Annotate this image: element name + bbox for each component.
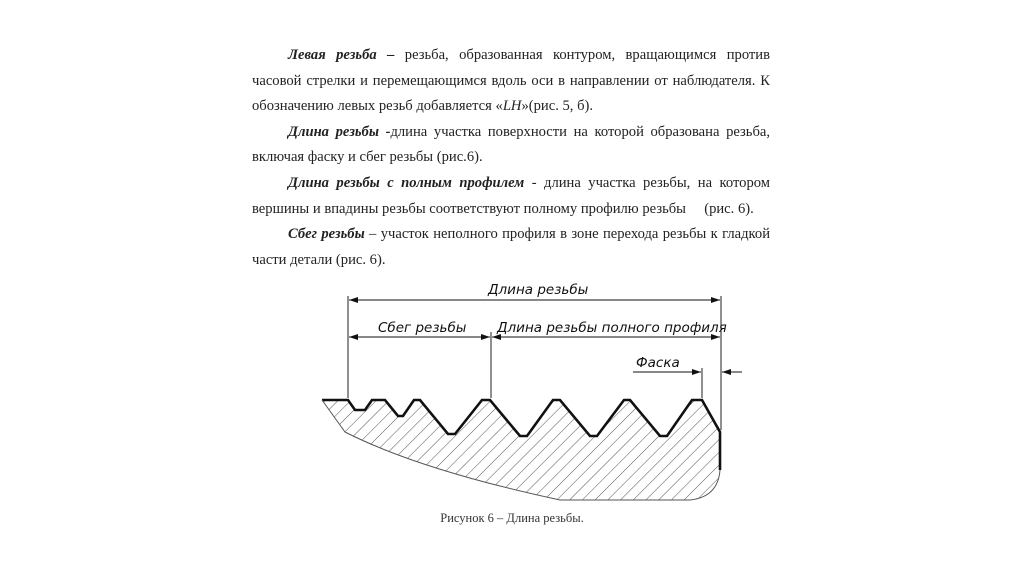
label-full-profile: Длина резьбы полного профиля bbox=[497, 320, 727, 336]
label-runout: Сбег резьбы bbox=[378, 320, 467, 336]
code-lh: LH bbox=[502, 98, 522, 115]
part-section-hatched bbox=[322, 400, 720, 500]
label-thread-length: Длина резьбы bbox=[488, 282, 589, 298]
definition-left-thread: резьба, образованная контуром, вращающимся против часовой стрелки и перемещающимся вдоль оси в направлении от наблюдателя. К обозначению левых резьб добавляется « bbox=[252, 47, 770, 115]
term-thread-length: Длина резьбы - bbox=[288, 123, 391, 140]
figure-caption: Рисунок 6 – Длина резьбы. bbox=[440, 511, 584, 525]
definition-left-thread-end: »(рис. 5, б). bbox=[521, 98, 594, 115]
definition-full-profile-length: - длина участка резьбы, на котором вершины и впадины резьбы соответствуют полному профилю резьбы (рис. 6). bbox=[252, 174, 774, 217]
term-left-thread: Левая резьба – bbox=[288, 47, 395, 63]
label-chamfer: Фаска bbox=[636, 355, 680, 371]
term-runout: Сбег резьбы bbox=[288, 226, 365, 243]
term-full-profile-length: Длина резьбы с полным профилем bbox=[288, 174, 525, 191]
definition-runout: – участок неполного профиля в зоне перехода резьбы к гладкой части детали (рис. 6). bbox=[252, 226, 771, 268]
definition-thread-length: длина участка поверхности на которой образована резьба, включая фаску и сбег резьбы (рис.6). bbox=[252, 123, 771, 166]
